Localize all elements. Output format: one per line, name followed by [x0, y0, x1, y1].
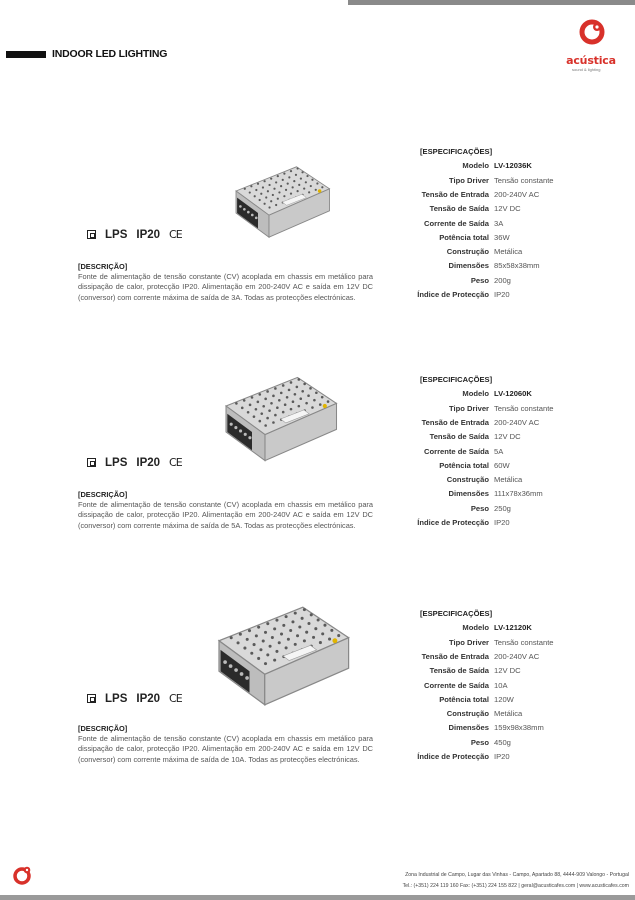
spec-value: 36W: [494, 232, 510, 242]
spec-value: 12V DC: [494, 204, 521, 214]
spec-label: Construção: [446, 475, 489, 485]
product-photo: [200, 595, 360, 722]
spec-label: Peso: [470, 737, 489, 747]
spec-heading: [ESPECIFICAÇÕES]: [420, 609, 493, 618]
spec-label: Peso: [470, 275, 489, 285]
spec-label: Índice de Protecção: [417, 290, 489, 299]
logo-tagline: sound & lighting: [572, 67, 601, 72]
spec-label: Potência total: [439, 232, 489, 242]
spec-value: IP20: [494, 518, 510, 527]
description-text: Fonte de alimentação de tensão constante (CV) acoplada em chassis em metálico para dissipação de calor, protecção IP20. Alimentação em 200-240V AC e saída em 12V DC (conversor) com corrente máxima de saída de 3A. Todas as protecções electrónicas.: [78, 272, 373, 302]
bottom-bar: [0, 895, 635, 900]
spec-label: Tensão de Entrada: [421, 189, 489, 199]
spec-label: Índice de Protecção: [417, 518, 489, 527]
spec-value: 250g: [494, 503, 511, 513]
lps-badge: LPS: [105, 456, 128, 469]
ce-mark-icon: CE: [169, 692, 182, 705]
lps-badge: LPS: [105, 692, 128, 705]
spec-value: 3A: [494, 218, 504, 228]
product-photo: [225, 157, 335, 252]
spec-value: 200-240V AC: [494, 189, 540, 199]
spec-value: Tensão constante: [494, 175, 554, 185]
spec-label: Tipo Driver: [449, 175, 489, 185]
footer-contact: [403, 870, 629, 892]
spec-value: 200-240V AC: [494, 417, 540, 427]
description-text: Fonte de alimentação de tensão constante (CV) acoplada em chassis em metálico para dissipação de calor, protecção IP20. Alimentação em 200-240V AC e saída em 12V DC (conversor) com corrente máxima de saída de 10A. Todas as protecções electrónicas.: [78, 734, 373, 764]
spec-label: Índice de Protecção: [417, 752, 489, 761]
power-supply-image: [225, 157, 335, 247]
spec-value: IP20: [494, 752, 510, 761]
double-insulation-icon: [87, 694, 96, 703]
spec-value: Metálica: [494, 475, 523, 485]
spec-value: 85x58x38mm: [494, 261, 540, 271]
spec-value: IP20: [494, 290, 510, 299]
spec-label: Tensão de Entrada: [421, 417, 489, 427]
spec-value: Tensão constante: [494, 637, 554, 647]
model-number: LV-12060K: [494, 389, 532, 399]
spec-value: 12V DC: [494, 432, 521, 442]
description-heading: [DESCRIÇÃO]: [78, 724, 128, 733]
ip-badge: IP20: [136, 228, 161, 241]
spec-value: 450g: [494, 737, 511, 747]
spec-label: Tipo Driver: [449, 637, 489, 647]
product-description: [78, 262, 373, 303]
description-text: Fonte de alimentação de tensão constante (CV) acoplada em chassis em metálico para dissipação de calor, protecção IP20. Alimentação em 200-240V AC e saída em 12V DC (conversor) com corrente máxima de saída de 5A. Todas as protecções electrónicas.: [78, 500, 373, 530]
spec-value: 60W: [494, 460, 510, 470]
spec-label: Tipo Driver: [449, 403, 489, 413]
section-marker: [6, 51, 46, 58]
certification-badges: [87, 692, 182, 705]
spec-label: Dimensões: [448, 723, 489, 733]
ip-badge: IP20: [136, 692, 161, 705]
footer-address: Zona Industrial de Campo, Lugar das Vinhas - Campo, Apartado 88, 4444-909 Valongo - Portugal: [405, 872, 629, 878]
double-insulation-icon: [87, 458, 96, 467]
spec-label: Tensão de Saída: [429, 432, 489, 442]
certification-badges: [87, 228, 182, 241]
spec-heading: [ESPECIFICAÇÕES]: [420, 375, 493, 384]
model-number: LV-12036K: [494, 161, 532, 171]
spec-label: Modelo: [462, 389, 489, 399]
spec-label: Tensão de Saída: [429, 204, 489, 214]
footer-logo-icon: [12, 864, 34, 886]
spec-label: Corrente de Saída: [424, 446, 489, 456]
section-title: INDOOR LED LIGHTING: [52, 48, 168, 60]
spec-value: Metálica: [494, 709, 523, 719]
model-number: LV-12120K: [494, 623, 532, 633]
spec-value: 5A: [494, 446, 504, 456]
lps-badge: LPS: [105, 228, 128, 241]
logo-mark-icon: [560, 18, 622, 54]
spec-heading: [ESPECIFICAÇÕES]: [420, 147, 493, 156]
description-heading: [DESCRIÇÃO]: [78, 490, 128, 499]
spec-label: Tensão de Entrada: [421, 651, 489, 661]
spec-value: 10A: [494, 680, 508, 690]
ip-badge: IP20: [136, 456, 161, 469]
power-supply-image: [212, 367, 344, 471]
footer-contacts: Tel.: (+351) 224 119 160 Fax: (+351) 224 155 822 | geral@acusticafes.com | www.acusticafes.com: [402, 883, 629, 889]
spec-label: Dimensões: [448, 261, 489, 271]
description-heading: [DESCRIÇÃO]: [78, 262, 128, 271]
power-supply-image: [200, 595, 360, 717]
spec-value: 120W: [494, 694, 514, 704]
spec-label: Modelo: [462, 161, 489, 171]
spec-value: Metálica: [494, 247, 523, 257]
product-photo: [212, 367, 344, 476]
spec-label: Tensão de Saída: [429, 666, 489, 676]
brand-logo: [560, 18, 630, 72]
spec-value: 159x98x38mm: [494, 723, 544, 733]
spec-label: Potência total: [439, 694, 489, 704]
certification-badges: [87, 456, 182, 469]
spec-value: 200g: [494, 275, 511, 285]
spec-value: 12V DC: [494, 666, 521, 676]
spec-value: 200-240V AC: [494, 651, 540, 661]
double-insulation-icon: [87, 230, 96, 239]
spec-value: 111x78x36mm: [494, 489, 543, 499]
spec-label: Peso: [470, 503, 489, 513]
spec-label: Corrente de Saída: [424, 680, 489, 690]
spec-label: Construção: [446, 709, 489, 719]
spec-label: Modelo: [462, 623, 489, 633]
spec-label: Corrente de Saída: [424, 218, 489, 228]
product-description: [78, 724, 373, 765]
ce-mark-icon: CE: [169, 228, 182, 241]
spec-value: Tensão constante: [494, 403, 554, 413]
spec-label: Construção: [446, 247, 489, 257]
logo-wordmark: acústica: [566, 54, 616, 67]
spec-label: Potência total: [439, 460, 489, 470]
spec-label: Dimensões: [448, 489, 489, 499]
product-description: [78, 490, 373, 531]
top-bar: [348, 0, 635, 5]
ce-mark-icon: CE: [169, 456, 182, 469]
